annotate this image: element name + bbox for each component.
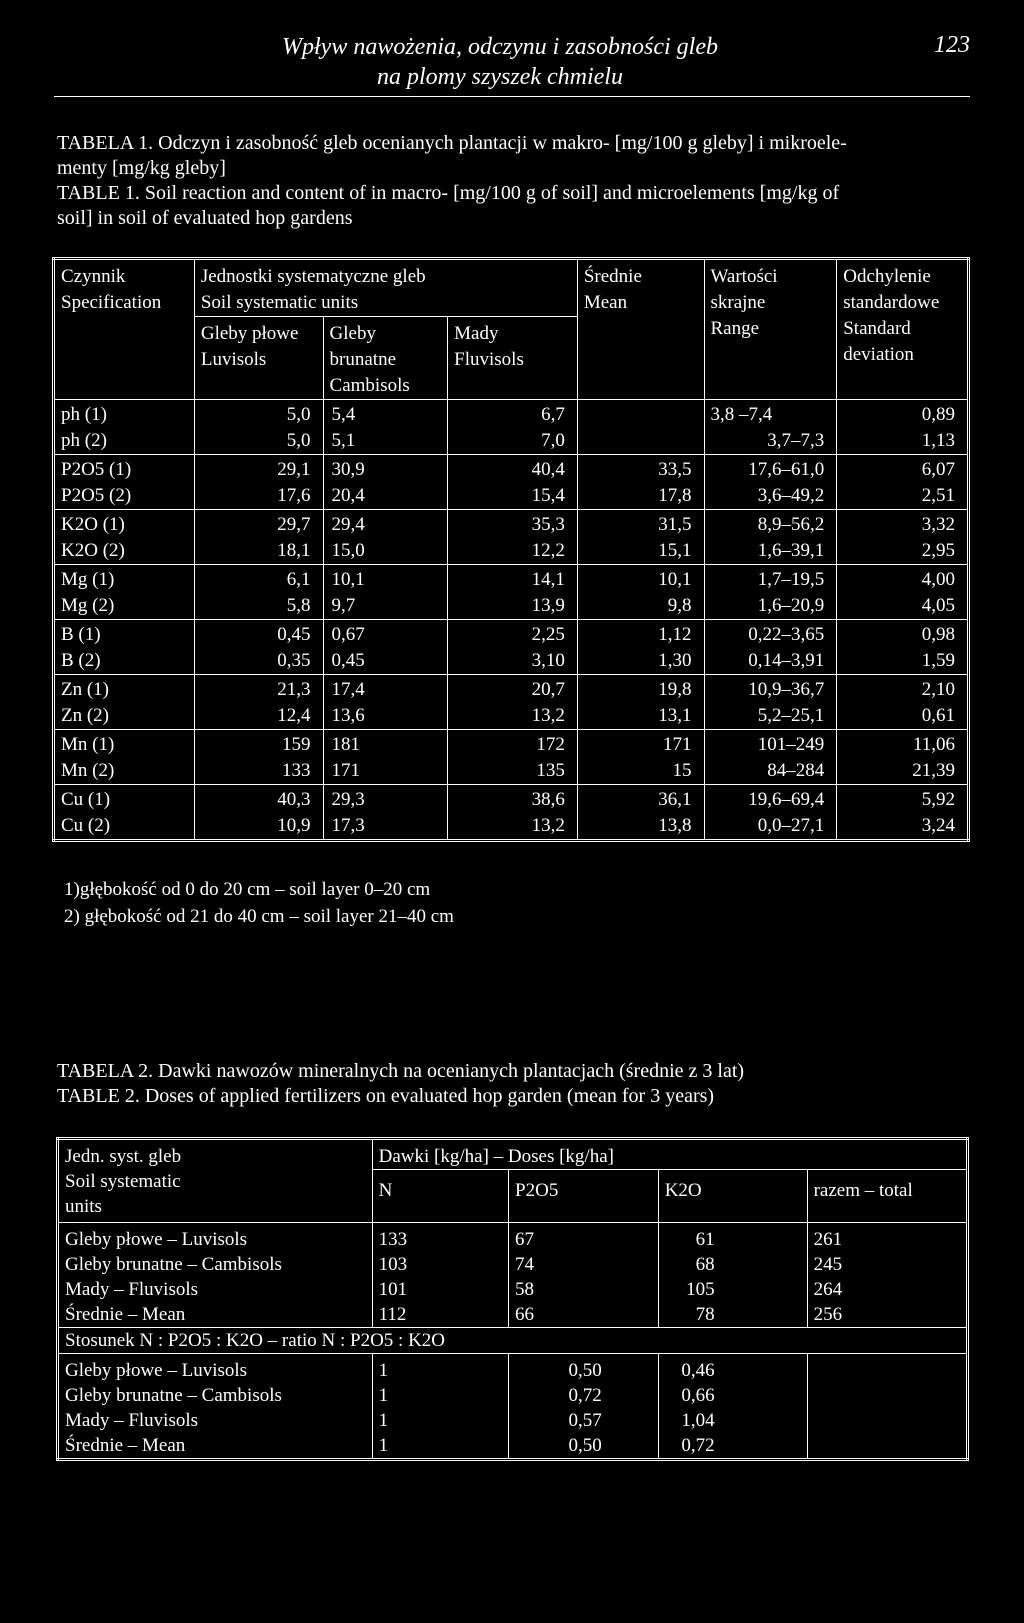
table-cell: 1,6–20,9 [704, 593, 837, 620]
table-cell: 21,39 [837, 758, 969, 785]
table2-header-row-1 [58, 1139, 968, 1170]
table2-header-k2o: K2O [658, 1170, 807, 1223]
table-cell: 10,1 [577, 565, 704, 594]
table-row [54, 675, 969, 704]
t2-header-units-1: Jedn. syst. gleb [65, 1146, 182, 1167]
row-label: B (1) [61, 624, 101, 645]
row-label: Mn (1) [61, 734, 115, 755]
table1-caption-en-line-2: soil] in soil of evaluated hop gardens [57, 207, 353, 229]
table2-header-total: razem – total [807, 1170, 967, 1223]
table-cell: 17,6 [194, 483, 323, 510]
table-cell: 1,7–19,5 [704, 565, 837, 594]
table2-ratio-title: Stosunek N : P2O5 : K2O – ratio N : P2O5 : K2O [58, 1328, 968, 1354]
table1-caption [57, 131, 982, 231]
table-cell: 112 [372, 1302, 508, 1328]
table-row [54, 510, 969, 539]
row-label: Cu (2) [54, 813, 195, 841]
table-cell: 31,5 [577, 510, 704, 539]
table-row [54, 703, 969, 730]
table-cell: 3,10 [448, 648, 578, 675]
table-cell: 40,4 [448, 455, 578, 484]
table-cell: 133 [194, 758, 323, 785]
table-cell: 84–284 [704, 758, 837, 785]
table-row [58, 1408, 968, 1433]
header-units-en: Soil systematic units [200, 292, 359, 313]
table2-ratio-body [58, 1354, 968, 1460]
table-cell: 19,6–69,4 [704, 785, 837, 814]
table-cell: 256 [807, 1302, 967, 1328]
table-cell: 8,9–56,2 [704, 510, 837, 539]
row-label: Mg (2) [54, 593, 195, 620]
table-cell: 29,4 [323, 510, 448, 539]
table-cell: 14,1 [448, 565, 578, 594]
table-cell [577, 400, 704, 429]
table-cell: 6,07 [837, 455, 969, 484]
row-label: Średnie – Mean [58, 1302, 373, 1328]
table-cell: 1 [372, 1354, 508, 1384]
table-cell: 68 [658, 1252, 807, 1277]
table-cell: 17,4 [323, 675, 448, 704]
row-label: B (2) [54, 648, 195, 675]
table-cell: 9,7 [323, 593, 448, 620]
row-label: Zn (2) [54, 703, 195, 730]
table-cell: 1,59 [837, 648, 969, 675]
table-cell: 12,2 [448, 538, 578, 565]
table-cell: 0,89 [837, 400, 969, 429]
table-cell: 15,4 [448, 483, 578, 510]
table-cell: 3,6–49,2 [704, 483, 837, 510]
footnote-2: 2) głębokość od 21 do 40 cm – soil layer 21–40 cm [64, 906, 454, 927]
table-cell: 0,45 [194, 620, 323, 649]
table-cell: 0,66 [658, 1383, 807, 1408]
table2-header-units [58, 1139, 373, 1223]
table-row [54, 730, 969, 759]
row-label: ph (2) [54, 428, 195, 455]
table-cell: 38,6 [448, 785, 578, 814]
running-title-line-1: Wpływ nawożenia, odczynu i zasobności gleb [282, 34, 718, 60]
table-cell: 135 [448, 758, 578, 785]
table-cell: 67 [509, 1223, 659, 1253]
table2-header-p2o5: P2O5 [509, 1170, 659, 1223]
header-sd-en-1: Standard [843, 318, 911, 339]
table-cell: 1,13 [837, 428, 969, 455]
empty-cell [807, 1383, 967, 1408]
header-cam-pl-2: brunatne [329, 349, 397, 370]
table-cell: 58 [509, 1277, 659, 1302]
row-label: Mady – Fluvisols [65, 1410, 199, 1431]
header-cam-en: Cambisols [329, 375, 410, 396]
table-cell: 10,9 [194, 813, 323, 841]
table-cell: 261 [807, 1223, 967, 1253]
table-cell: 172 [448, 730, 578, 759]
header-luv-pl: Gleby płowe [200, 323, 299, 344]
footnote-1: 1)głębokość od 0 do 20 cm – soil layer 0–20 cm [64, 879, 431, 900]
table-cell: 40,3 [194, 785, 323, 814]
table-cell: 103 [372, 1252, 508, 1277]
table-cell: 30,9 [323, 455, 448, 484]
table-cell: 2,25 [448, 620, 578, 649]
table-row [58, 1383, 968, 1408]
table-cell: 2,95 [837, 538, 969, 565]
table-row [58, 1433, 968, 1460]
table-row [54, 455, 969, 484]
table1-caption-en-line-1: TABLE 1. Soil reaction and content of in macro- [mg/100 g of soil] and microelements [mg/kg of [57, 182, 840, 204]
header-rule [54, 96, 970, 97]
table-cell: 3,24 [837, 813, 969, 841]
table-cell: 17,6–61,0 [704, 455, 837, 484]
header-flu-pl: Mady [454, 323, 499, 344]
table2-doses-body [58, 1223, 968, 1328]
table-row [54, 565, 969, 594]
table-row [58, 1223, 968, 1253]
table-cell: 17,3 [323, 813, 448, 841]
header-luv-en: Luvisols [200, 349, 267, 370]
row-label: K2O (2) [54, 538, 195, 565]
running-header [0, 32, 1024, 102]
table-cell: 13,2 [448, 813, 578, 841]
table-cell: 18,1 [194, 538, 323, 565]
table-cell: 74 [509, 1252, 659, 1277]
table-cell: 6,7 [448, 400, 578, 429]
table-cell: 15,1 [577, 538, 704, 565]
table-row [54, 593, 969, 620]
table-cell: 0,72 [658, 1433, 807, 1460]
table-cell: 13,2 [448, 703, 578, 730]
table-cell: 4,00 [837, 565, 969, 594]
table-cell: 35,3 [448, 510, 578, 539]
table-row [54, 428, 969, 455]
table-cell: 11,06 [837, 730, 969, 759]
table-row [54, 538, 969, 565]
table-cell: 12,4 [194, 703, 323, 730]
table-cell: 0,46 [658, 1354, 807, 1384]
table-cell: 101 [372, 1277, 508, 1302]
row-label: Zn (1) [61, 679, 110, 700]
table2-caption [57, 1059, 982, 1109]
table-cell: 5,1 [323, 428, 448, 455]
table-cell: 66 [509, 1302, 659, 1328]
table-cell: 133 [372, 1223, 508, 1253]
row-label: ph (1) [61, 404, 107, 425]
table-cell: 1,6–39,1 [704, 538, 837, 565]
table-cell: 29,1 [194, 455, 323, 484]
running-title [190, 32, 810, 92]
table1-header-range [704, 259, 837, 400]
table-cell: 10,9–36,7 [704, 675, 837, 704]
table2-header-doses: Dawki [kg/ha] – Doses [kg/ha] [372, 1139, 967, 1170]
table-cell: 0,61 [837, 703, 969, 730]
empty-cell [807, 1408, 967, 1433]
row-label: Mg (1) [61, 569, 115, 590]
table-cell: 1 [372, 1408, 508, 1433]
row-label: Mady – Fluvisols [65, 1279, 199, 1300]
header-cam-pl-1: Gleby [329, 323, 376, 344]
row-label: P2O5 (2) [54, 483, 195, 510]
table-cell: 33,5 [577, 455, 704, 484]
table2-caption-en: TABLE 2. Doses of applied fertilizers on evaluated hop garden (mean for 3 years) [57, 1085, 715, 1107]
header-mean-pl: Średnie [583, 266, 642, 287]
empty-cell [807, 1433, 967, 1460]
row-label: Gleby brunatne – Cambisols [65, 1254, 282, 1275]
table1 [52, 257, 970, 842]
table-cell: 7,0 [448, 428, 578, 455]
table1-header-sd [837, 259, 969, 400]
table1-caption-pl-line-2: menty [mg/kg gleby] [57, 157, 226, 179]
table-cell: 0,14–3,91 [704, 648, 837, 675]
table-cell: 21,3 [194, 675, 323, 704]
header-factor-pl: Czynnik [61, 266, 126, 287]
row-label: Średnie – Mean [65, 1435, 186, 1456]
table-cell: 3,32 [837, 510, 969, 539]
table-cell: 5,0 [194, 428, 323, 455]
table1-header-fluvisols [448, 317, 578, 400]
table-cell: 15 [577, 758, 704, 785]
table-cell: 0,57 [509, 1408, 659, 1433]
table-cell: 5,2–25,1 [704, 703, 837, 730]
table1-header-cambisols [323, 317, 448, 400]
table-cell: 159 [194, 730, 323, 759]
header-range-en: Range [710, 318, 760, 339]
table-cell: 13,1 [577, 703, 704, 730]
table-cell: 6,1 [194, 565, 323, 594]
table-row [58, 1252, 968, 1277]
table-cell: 245 [807, 1252, 967, 1277]
table-cell: 10,1 [323, 565, 448, 594]
header-sd-en-2: deviation [843, 344, 914, 365]
row-label: Gleby płowe – Luvisols [65, 1360, 248, 1381]
table-cell: 13,8 [577, 813, 704, 841]
running-title-line-2: na plomy szyszek chmielu [377, 64, 623, 90]
row-label: Gleby płowe – Luvisols [65, 1229, 248, 1250]
table-cell: 9,8 [577, 593, 704, 620]
table-row [54, 758, 969, 785]
header-sd-pl-1: Odchylenie [843, 266, 931, 287]
table-cell: 19,8 [577, 675, 704, 704]
header-sd-pl-2: standardowe [843, 292, 940, 313]
table-cell: 5,8 [194, 593, 323, 620]
table-cell: 0,98 [837, 620, 969, 649]
table-row [58, 1302, 968, 1328]
table2-caption-pl: TABELA 2. Dawki nawozów mineralnych na ocenianych plantacjach (średnie z 3 lat) [57, 1060, 745, 1082]
table-row [54, 483, 969, 510]
table-cell: 1,04 [658, 1408, 807, 1433]
header-mean-en: Mean [583, 292, 628, 313]
table-cell: 0,50 [509, 1354, 659, 1384]
table1-header-factor [54, 259, 195, 400]
row-label: Gleby brunatne – Cambisols [65, 1385, 282, 1406]
table1-footnotes [64, 876, 454, 930]
table-cell: 171 [577, 730, 704, 759]
table-row [54, 785, 969, 814]
table-cell: 20,7 [448, 675, 578, 704]
table2-header-n: N [372, 1170, 508, 1223]
table-row [54, 620, 969, 649]
table-cell: 15,0 [323, 538, 448, 565]
header-range-pl-1: Wartości [710, 266, 778, 287]
row-label: P2O5 (1) [61, 459, 132, 480]
table1-header-luvisols [194, 317, 323, 400]
table-cell: 3,8 –7,4 [704, 400, 837, 429]
table-cell: 1,12 [577, 620, 704, 649]
table2 [56, 1137, 969, 1461]
header-factor-en: Specification [61, 292, 162, 313]
table-cell: 5,0 [194, 400, 323, 429]
table1-header-row-1 [54, 259, 969, 317]
table-cell: 105 [658, 1277, 807, 1302]
header-units-pl: Jednostki systematyczne gleb [200, 266, 426, 287]
table-cell: 0,67 [323, 620, 448, 649]
table-row [54, 813, 969, 841]
table-cell: 264 [807, 1277, 967, 1302]
table-row [58, 1354, 968, 1384]
table-cell: 2,10 [837, 675, 969, 704]
table1-header-units [194, 259, 577, 317]
table-cell: 29,7 [194, 510, 323, 539]
table-cell: 13,6 [323, 703, 448, 730]
table-cell: 5,4 [323, 400, 448, 429]
table-cell [577, 428, 704, 455]
table-cell: 1,30 [577, 648, 704, 675]
page-number: 123 [934, 32, 970, 58]
table-cell: 29,3 [323, 785, 448, 814]
table-cell: 20,4 [323, 483, 448, 510]
table-cell: 0,50 [509, 1433, 659, 1460]
table-cell: 2,51 [837, 483, 969, 510]
header-range-pl-2: skrajne [710, 292, 766, 313]
header-flu-en: Fluvisols [454, 349, 524, 370]
table-cell: 78 [658, 1302, 807, 1328]
table-cell: 61 [658, 1223, 807, 1253]
table-cell: 3,7–7,3 [704, 428, 837, 455]
row-label: Mn (2) [54, 758, 195, 785]
table-row [54, 400, 969, 429]
table2-ratio-title-row [58, 1328, 968, 1354]
t2-header-units-2: Soil systematic [65, 1171, 181, 1192]
table-cell: 0,22–3,65 [704, 620, 837, 649]
table-cell: 4,05 [837, 593, 969, 620]
table-cell: 0,72 [509, 1383, 659, 1408]
table-cell: 1 [372, 1433, 508, 1460]
table-cell: 13,9 [448, 593, 578, 620]
table-cell: 0,45 [323, 648, 448, 675]
table1-body [54, 400, 969, 841]
table-cell: 171 [323, 758, 448, 785]
table-cell: 0,0–27,1 [704, 813, 837, 841]
table-cell: 36,1 [577, 785, 704, 814]
row-label: Cu (1) [61, 789, 111, 810]
empty-cell [807, 1354, 967, 1384]
table-row [58, 1277, 968, 1302]
table1-caption-pl-line-1: TABELA 1. Odczyn i zasobność gleb ocenianych plantacji w makro- [mg/100 g gleby] i mikroele- [57, 132, 847, 154]
table-row [54, 648, 969, 675]
row-label: K2O (1) [61, 514, 125, 535]
table-cell: 1 [372, 1383, 508, 1408]
table-cell: 181 [323, 730, 448, 759]
table-cell: 101–249 [704, 730, 837, 759]
table-cell: 5,92 [837, 785, 969, 814]
table-cell: 0,35 [194, 648, 323, 675]
table-cell: 17,8 [577, 483, 704, 510]
t2-header-units-3: units [65, 1196, 102, 1217]
table1-header-mean [577, 259, 704, 400]
